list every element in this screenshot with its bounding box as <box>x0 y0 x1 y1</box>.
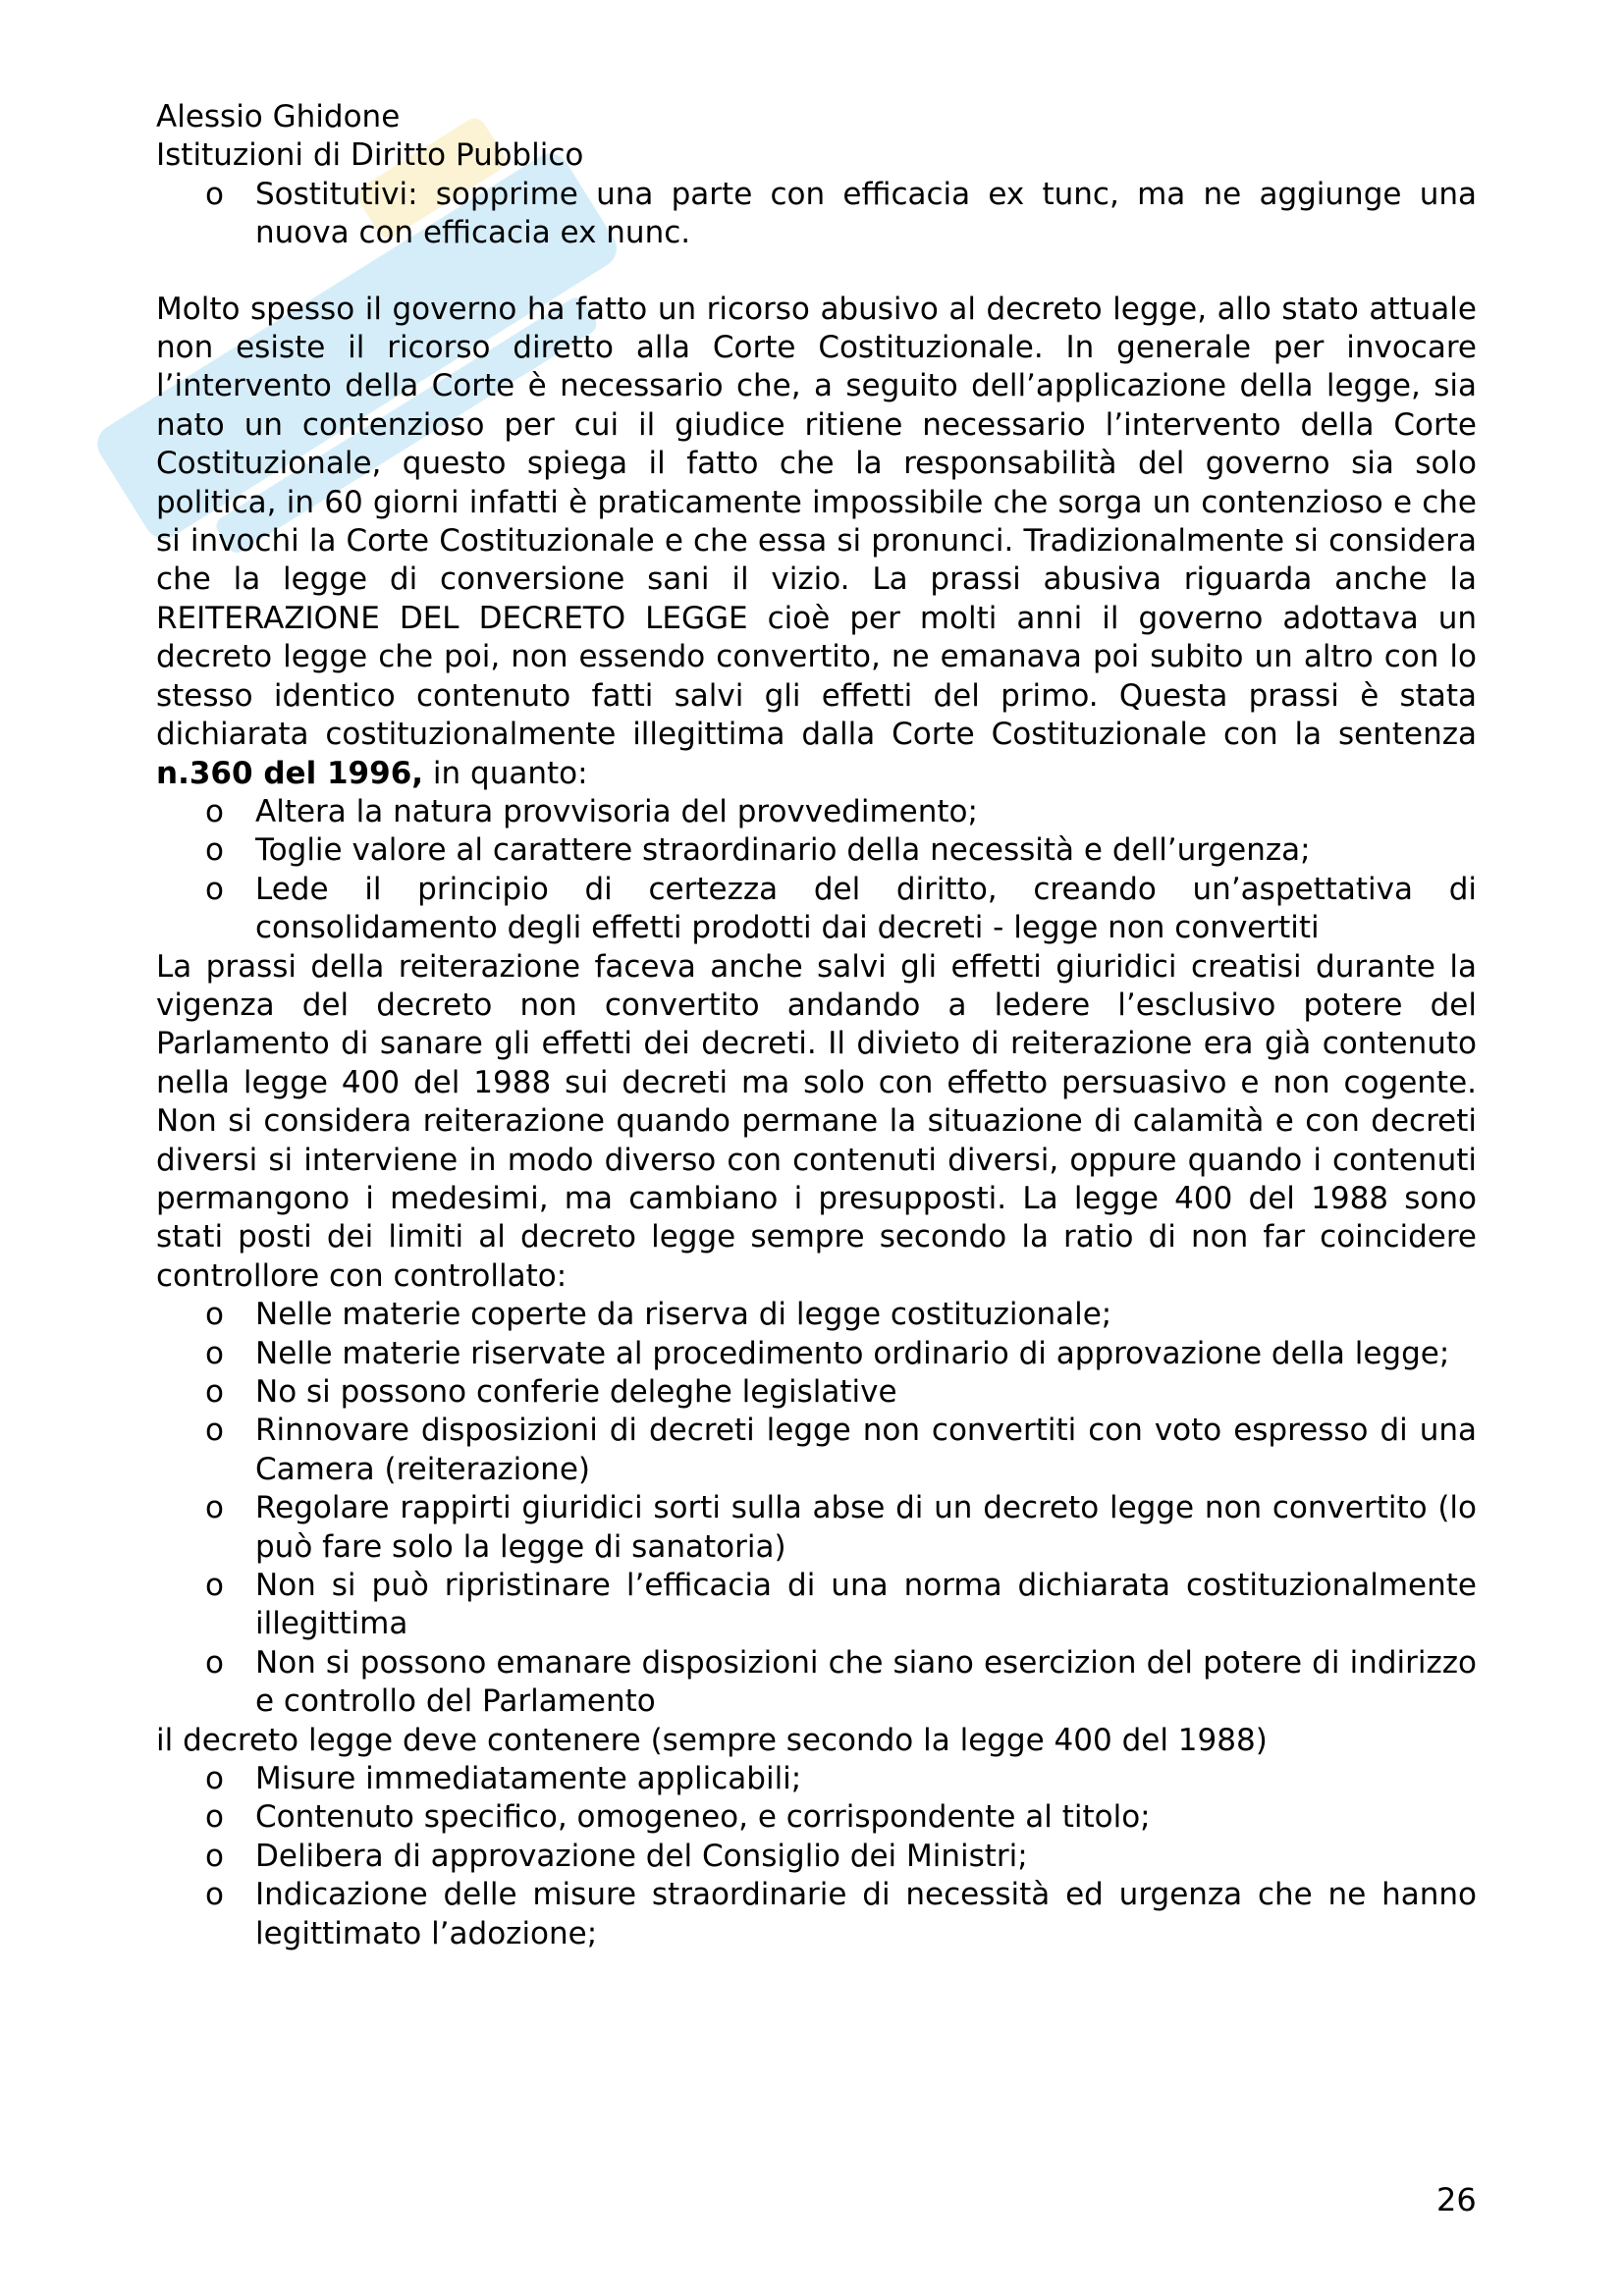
list-item <box>156 1335 1477 1373</box>
bullet-glyph: o <box>205 1644 224 1681</box>
list-item <box>156 176 1477 253</box>
list-item-text: Non si può ripristinare l’efficacia di una norma dichiarata costituzionalmente illegittima <box>255 1568 1477 1642</box>
list-item <box>156 1412 1477 1489</box>
bullet-glyph: o <box>205 1568 224 1604</box>
list-item <box>156 1760 1477 1798</box>
list-item-text: Toglie valore al carattere straordinario della necessità e dell’urgenza; <box>255 832 1311 869</box>
list-motivi-sentenza <box>156 793 1477 948</box>
list-sostitutivi <box>156 176 1477 253</box>
page-number: 26 <box>1436 2181 1477 2218</box>
bullet-glyph: o <box>205 1838 224 1874</box>
list-item-text: Delibera di approvazione del Consiglio dei Ministri; <box>255 1838 1028 1874</box>
paragraph-contenuto-decreto: il decreto legge deve contenere (sempre secondo la legge 400 del 1988) <box>156 1722 1268 1758</box>
sentence-reference: n.360 del 1996, <box>156 755 424 791</box>
document-page <box>156 98 1477 1953</box>
list-item <box>156 1798 1477 1837</box>
list-item <box>156 1567 1477 1644</box>
list-item <box>156 1373 1477 1412</box>
list-item <box>156 1876 1477 1953</box>
list-item-text: Indicazione delle misure straordinarie di necessità ed urgenza che ne hanno legittimato l’adozione; <box>255 1877 1477 1951</box>
list-item <box>156 871 1477 948</box>
paragraph-text: Molto spesso il governo ha fatto un ricorso abusivo al decreto legge, allo stato attuale non esiste il ricorso diretto alla Corte Costituzionale. In generale per invocare l’intervento della Corte è necessario che, a seguito dell’applicazione della legge, sia nato un contenzioso per cui il giudice ritiene necessario l’intervento della Corte Costituzionale, questo spiega il fatto che la responsabilità del governo sia solo politica, in 60 giorni infatti è praticamente impossibile che sorga un contenzioso e che si invochi la Corte Costituzionale e che essa si pronunci. Tradizionalmente si considera che la legge di conversione sani il vizio. La prassi abusiva riguarda anche la REITERAZIONE DEL DECRETO LEGGE cioè per molti anni il governo adottava un decreto legge che poi, non essendo convertito, ne emanava poi subito un altro con lo stesso identico contenuto fatti salvi gli effetti del primo. Questa prassi è stata dichiarata costituzionalmente illegittima dalla Corte Costituzionale con la sentenza <box>156 291 1477 753</box>
list-item <box>156 1644 1477 1722</box>
list-item-text: No si possono conferie deleghe legislative <box>255 1374 897 1410</box>
list-item-text: Misure immediatamente applicabili; <box>255 1761 802 1797</box>
paragraph-reiterazione: La prassi della reiterazione faceva anche salvi gli effetti giuridici creatisi durante la vigenza del decreto non convertito andando a ledere l’esclusivo potere del Parlamento di sanare gli effetti dei decreti. Il divieto di reiterazione era già contenuto nella legge 400 del 1988 sui decreti ma solo con effetto persuasivo e non cogente. Non si considera reiterazione quando permane la situazione di calamità e con decreti diversi si interviene in modo diverso con contenuti diversi, oppure quando i contenuti permangono i medesimi, ma cambiano i presupposti. La legge 400 del 1988 sono stati posti dei limiti al decreto legge sempre secondo la ratio di non far coincidere controllore con controllato: <box>156 948 1477 1294</box>
list-item-text: Rinnovare disposizioni di decreti legge non convertiti con voto espresso di una Camera (reiterazione) <box>255 1413 1477 1487</box>
bullet-glyph: o <box>205 793 224 829</box>
bullet-glyph: o <box>205 1413 224 1449</box>
bullet-glyph: o <box>205 1877 224 1913</box>
list-item <box>156 1489 1477 1567</box>
list-item-text: Altera la natura provvisoria del provvedimento; <box>255 793 978 829</box>
bullet-glyph: o <box>205 1374 224 1410</box>
list-item-text: Nelle materie coperte da riserva di legge costituzionale; <box>255 1297 1112 1333</box>
list-limiti-decreto <box>156 1296 1477 1721</box>
list-item-text: Contenuto specifico, omogeneo, e corrispondente al titolo; <box>255 1799 1151 1836</box>
bullet-glyph: o <box>205 832 224 869</box>
header-course: Istituzioni di Diritto Pubblico <box>156 137 584 174</box>
list-item <box>156 1296 1477 1334</box>
paragraph-tail: in quanto: <box>423 755 588 791</box>
bullet-glyph: o <box>205 1335 224 1371</box>
bullet-glyph: o <box>205 1761 224 1797</box>
list-item <box>156 793 1477 831</box>
bullet-glyph: o <box>205 1799 224 1836</box>
list-item <box>156 831 1477 870</box>
list-item-text: Lede il principio di certezza del diritto, creando un’aspettativa di consolidamento degli effetti prodotti dai decreti - legge non convertiti <box>255 871 1477 946</box>
bullet-glyph: o <box>205 176 224 212</box>
list-item <box>156 1838 1477 1876</box>
header-author: Alessio Ghidone <box>156 99 401 134</box>
bullet-glyph: o <box>205 1490 224 1526</box>
paragraph-decreto-abusivo <box>156 291 1477 793</box>
list-item-text: Regolare rappirti giuridici sorti sulla abse di un decreto legge non convertito (lo può fare solo la legge di sanatoria) <box>255 1490 1477 1565</box>
list-contenuto-decreto <box>156 1760 1477 1953</box>
bullet-glyph: o <box>205 871 224 907</box>
list-item-text: Non si possono emanare disposizioni che siano esercizion del potere di indirizzo e controllo del Parlamento <box>255 1644 1477 1720</box>
list-item-text: Sostitutivi: sopprime una parte con efficacia ex tunc, ma ne aggiunge una nuova con efficacia ex nunc. <box>255 176 1477 251</box>
list-item-text: Nelle materie riservate al procedimento ordinario di approvazione della legge; <box>255 1335 1450 1371</box>
bullet-glyph: o <box>205 1297 224 1333</box>
